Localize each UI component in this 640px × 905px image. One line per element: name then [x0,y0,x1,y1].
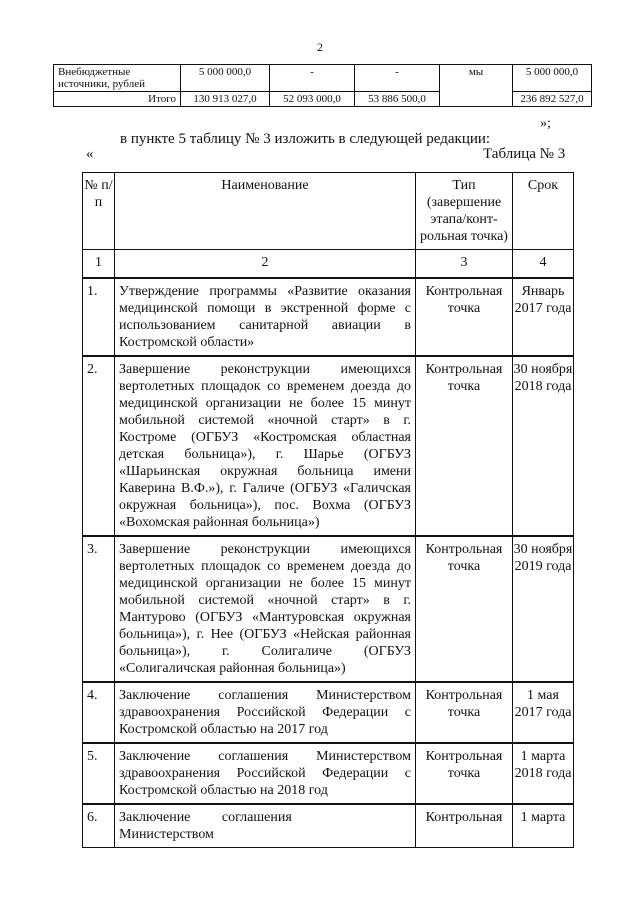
row-term: 30 ноября 2019 года [513,536,574,682]
row-name: Заключение соглашения Министерством здравоохранения Российской Федерации с Костромской областью на 2018 год [115,743,416,804]
row-term: Январь 2017 года [513,278,574,356]
row-num: 3. [83,536,115,682]
index-cell: 3 [416,250,513,279]
row-name: Завершение реконструкции имеющихся вертолетных площадок со временем доезда до медицинской организации не более 15 минут мобильной системой «ночной старт» в г. Костроме (ОГБУЗ «Костромская областная детская больница»), г. Шарье (ОГБУЗ «Шарьинская окружная больница имени Каверина В.Ф.»), г. Галиче (ОГБУЗ «Галичская окружная больница»), пос. Вохма (ОГБУЗ «Вохомская районная больница») [115,356,416,536]
table-row [83,356,574,536]
main-table [82,172,574,848]
budget-cell: - [270,65,355,92]
table-row [83,536,574,682]
table-header-row [83,173,574,250]
budget-cell: 53 886 500,0 [355,92,440,107]
row-type: Контрольная точка [416,536,513,682]
row-type: Контрольная [416,804,513,848]
budget-row-offbudget [54,65,592,92]
header-num: № п/п [83,173,115,250]
page-number: 2 [317,40,323,54]
row-name: Заключение соглашения Министерством здравоохранения Российской Федерации с Костромской областью на 2017 год [115,682,416,743]
row-num: 1. [83,278,115,356]
budget-cell: - [355,65,440,92]
header-type: Тип (завершение этапа/конт-рольная точка) [416,173,513,250]
budget-cell: 5 000 000,0 [513,65,592,92]
header-name: Наименование [115,173,416,250]
budget-table [53,64,592,107]
table-row [83,682,574,743]
closing-quote: »; [540,116,551,131]
table-index-row [83,250,574,279]
table-row [83,278,574,356]
row-type: Контрольная точка [416,743,513,804]
budget-cell: мы [440,65,513,107]
row-term: 1 марта 2018 года [513,743,574,804]
row-type: Контрольная точка [416,682,513,743]
budget-cell: 236 892 527,0 [513,92,592,107]
row-type: Контрольная точка [416,356,513,536]
row-num: 5. [83,743,115,804]
open-quote: « [86,146,94,162]
index-cell: 2 [115,250,416,279]
table-title: Таблица № 3 [483,146,566,162]
row-name: Завершение реконструкции имеющихся вертолетных площадок со временем доезда до медицинской организации не более 15 минут мобильной системой «ночной старт» в г. Мантурово (ОГБУЗ «Мантуровская окружная больница»), г. Нее (ОГБУЗ «Нейская районная больница»), г. Солигаличе (ОГБУЗ «Солигаличская районная больница») [115,536,416,682]
index-cell: 4 [513,250,574,279]
row-type: Контрольная точка [416,278,513,356]
table-row [83,804,574,848]
budget-cell: 52 093 000,0 [270,92,355,107]
row-num: 6. [83,804,115,848]
row-term: 30 ноября 2018 года [513,356,574,536]
header-term: Срок [513,173,574,250]
instruction-text: в пункте 5 таблицу № 3 изложить в следующей редакции: [120,131,491,147]
row-num: 2. [83,356,115,536]
index-cell: 1 [83,250,115,279]
table-row [83,743,574,804]
row-name: Утверждение программы «Развитие оказания медицинской помощи в экстренной форме с использованием санитарной авиации в Костромской области» [115,278,416,356]
budget-total-label: Итого [54,92,181,107]
budget-cell: 5 000 000,0 [181,65,270,92]
row-term: 1 мая 2017 года [513,682,574,743]
budget-label: Внебюджетные источники, рублей [54,65,181,92]
budget-cell: 130 913 027,0 [181,92,270,107]
row-term: 1 марта [513,804,574,848]
row-num: 4. [83,682,115,743]
row-name: Заключение соглашения Министерством [115,804,416,848]
